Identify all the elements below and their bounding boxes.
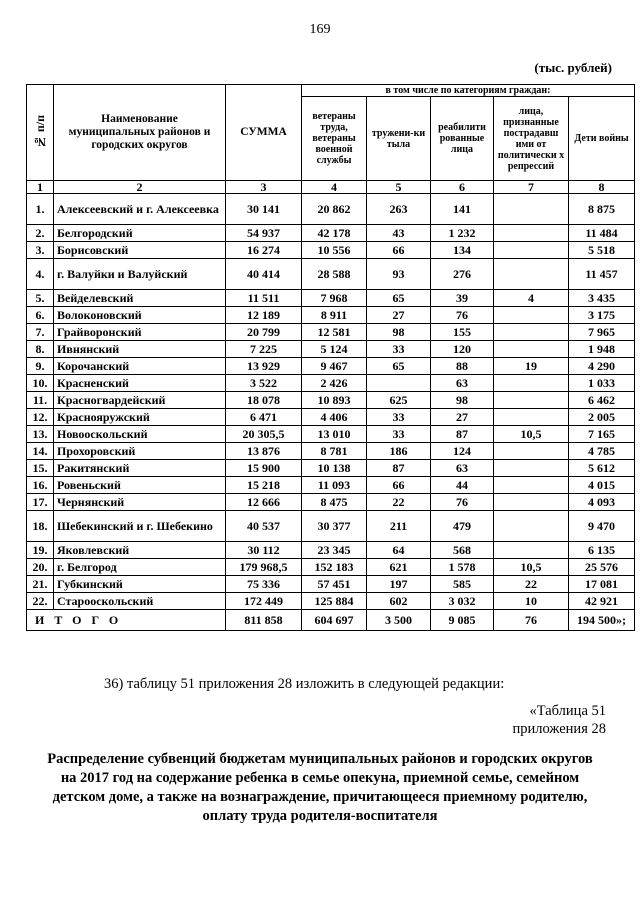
row-repressed <box>494 242 569 259</box>
row-war-children: 11 484 <box>569 225 635 242</box>
row-home-front: 625 <box>367 392 431 409</box>
row-veterans: 12 581 <box>302 324 367 341</box>
row-rehabilitated: 44 <box>431 477 494 494</box>
row-name: Губкинский <box>54 576 226 593</box>
row-veterans: 9 467 <box>302 358 367 375</box>
row-home-front: 263 <box>367 194 431 225</box>
row-sum: 3 522 <box>226 375 302 392</box>
total-war-children: 194 500»; <box>569 610 635 631</box>
row-sum: 75 336 <box>226 576 302 593</box>
row-sum: 12 666 <box>226 494 302 511</box>
row-veterans: 10 138 <box>302 460 367 477</box>
row-sum: 54 937 <box>226 225 302 242</box>
row-sum: 18 078 <box>226 392 302 409</box>
header-war-children: Дети войны <box>569 97 635 181</box>
row-home-front: 27 <box>367 307 431 324</box>
row-veterans: 30 377 <box>302 511 367 542</box>
row-rehabilitated: 39 <box>431 290 494 307</box>
row-rehabilitated: 141 <box>431 194 494 225</box>
row-number: 12. <box>27 409 54 426</box>
col-number: 5 <box>367 181 431 194</box>
row-repressed <box>494 392 569 409</box>
row-war-children: 8 875 <box>569 194 635 225</box>
row-war-children: 4 093 <box>569 494 635 511</box>
row-veterans: 13 010 <box>302 426 367 443</box>
row-home-front <box>367 375 431 392</box>
row-number: 18. <box>27 511 54 542</box>
row-home-front: 93 <box>367 259 431 290</box>
table-row <box>27 194 635 225</box>
row-home-front: 87 <box>367 460 431 477</box>
row-number: 4. <box>27 259 54 290</box>
row-name: г. Валуйки и Валуйский <box>54 259 226 290</box>
row-sum: 40 414 <box>226 259 302 290</box>
row-war-children: 9 470 <box>569 511 635 542</box>
row-repressed <box>494 460 569 477</box>
table-row <box>27 375 635 392</box>
row-name: Алексеевский и г. Алексеевка <box>54 194 226 225</box>
row-home-front: 186 <box>367 443 431 460</box>
row-war-children: 1 033 <box>569 375 635 392</box>
row-name: Прохоровский <box>54 443 226 460</box>
row-number: 14. <box>27 443 54 460</box>
table-row <box>27 542 635 559</box>
row-name: г. Белгород <box>54 559 226 576</box>
row-home-front: 33 <box>367 341 431 358</box>
row-repressed <box>494 225 569 242</box>
col-number: 3 <box>226 181 302 194</box>
row-repressed <box>494 375 569 392</box>
table-row <box>27 443 635 460</box>
row-number: 7. <box>27 324 54 341</box>
row-name: Яковлевский <box>54 542 226 559</box>
row-home-front: 197 <box>367 576 431 593</box>
row-rehabilitated: 120 <box>431 341 494 358</box>
row-repressed <box>494 341 569 358</box>
amendment-paragraph: 36) таблицу 51 приложения 28 изложить в следующей редакции: <box>104 676 505 692</box>
row-veterans: 10 556 <box>302 242 367 259</box>
row-repressed: 10,5 <box>494 426 569 443</box>
total-home-front: 3 500 <box>367 610 431 631</box>
row-veterans: 8 781 <box>302 443 367 460</box>
row-home-front: 66 <box>367 242 431 259</box>
header-repressed: лица, признанные пострадавш ими от политически х репрессий <box>494 97 569 181</box>
row-number: 3. <box>27 242 54 259</box>
row-veterans: 23 345 <box>302 542 367 559</box>
row-war-children: 4 015 <box>569 477 635 494</box>
total-veterans: 604 697 <box>302 610 367 631</box>
row-war-children: 11 457 <box>569 259 635 290</box>
row-war-children: 42 921 <box>569 593 635 610</box>
row-rehabilitated: 155 <box>431 324 494 341</box>
row-sum: 12 189 <box>226 307 302 324</box>
table-row <box>27 307 635 324</box>
row-rehabilitated: 63 <box>431 460 494 477</box>
units-label: (тыс. рублей) <box>534 60 612 75</box>
col-number: 8 <box>569 181 635 194</box>
row-veterans: 8 911 <box>302 307 367 324</box>
row-number: 21. <box>27 576 54 593</box>
table-row <box>27 477 635 494</box>
row-war-children: 17 081 <box>569 576 635 593</box>
row-veterans: 20 862 <box>302 194 367 225</box>
row-home-front: 65 <box>367 358 431 375</box>
row-veterans: 57 451 <box>302 576 367 593</box>
row-rehabilitated: 479 <box>431 511 494 542</box>
row-rehabilitated: 87 <box>431 426 494 443</box>
row-number: 10. <box>27 375 54 392</box>
row-rehabilitated: 276 <box>431 259 494 290</box>
row-repressed <box>494 307 569 324</box>
table-row <box>27 460 635 477</box>
row-sum: 40 537 <box>226 511 302 542</box>
table-row <box>27 426 635 443</box>
row-war-children: 3 435 <box>569 290 635 307</box>
row-rehabilitated: 1 232 <box>431 225 494 242</box>
total-repressed: 76 <box>494 610 569 631</box>
row-war-children: 7 165 <box>569 426 635 443</box>
row-number: 15. <box>27 460 54 477</box>
row-rehabilitated: 76 <box>431 494 494 511</box>
row-name: Чернянский <box>54 494 226 511</box>
row-veterans: 2 426 <box>302 375 367 392</box>
row-repressed: 4 <box>494 290 569 307</box>
row-repressed <box>494 409 569 426</box>
reference-line-2: приложения 28 <box>512 721 606 737</box>
row-sum: 30 141 <box>226 194 302 225</box>
row-number: 1. <box>27 194 54 225</box>
row-number: 13. <box>27 426 54 443</box>
row-rehabilitated: 63 <box>431 375 494 392</box>
row-repressed <box>494 477 569 494</box>
header-name: Наименование муниципальных районов и городских округов <box>54 85 226 181</box>
row-war-children: 7 965 <box>569 324 635 341</box>
row-home-front: 33 <box>367 409 431 426</box>
row-name: Ракитянский <box>54 460 226 477</box>
table-row <box>27 392 635 409</box>
row-name: Грайворонский <box>54 324 226 341</box>
row-rehabilitated: 27 <box>431 409 494 426</box>
header-group: в том числе по категориям граждан: <box>302 85 635 97</box>
row-name: Краснояружский <box>54 409 226 426</box>
reference-line-1: «Таблица 51 <box>529 703 606 719</box>
row-war-children: 5 518 <box>569 242 635 259</box>
col-number: 1 <box>27 181 54 194</box>
row-name: Красненский <box>54 375 226 392</box>
col-number: 2 <box>54 181 226 194</box>
row-war-children: 1 948 <box>569 341 635 358</box>
row-sum: 172 449 <box>226 593 302 610</box>
row-rehabilitated: 568 <box>431 542 494 559</box>
col-number: 6 <box>431 181 494 194</box>
row-repressed <box>494 443 569 460</box>
row-name: Ровеньский <box>54 477 226 494</box>
row-number: 17. <box>27 494 54 511</box>
header-sum: СУММА <box>226 85 302 181</box>
row-sum: 16 274 <box>226 242 302 259</box>
row-name: Шебекинский и г. Шебекино <box>54 511 226 542</box>
row-war-children: 5 612 <box>569 460 635 477</box>
row-war-children: 6 135 <box>569 542 635 559</box>
row-rehabilitated: 88 <box>431 358 494 375</box>
row-rehabilitated: 124 <box>431 443 494 460</box>
row-war-children: 3 175 <box>569 307 635 324</box>
row-rehabilitated: 585 <box>431 576 494 593</box>
table-row <box>27 324 635 341</box>
table-row <box>27 358 635 375</box>
table-row <box>27 494 635 511</box>
col-number: 4 <box>302 181 367 194</box>
total-label: ИТОГО <box>27 610 226 631</box>
row-name: Ивнянский <box>54 341 226 358</box>
row-war-children: 2 005 <box>569 409 635 426</box>
row-sum: 11 511 <box>226 290 302 307</box>
row-name: Борисовский <box>54 242 226 259</box>
row-veterans: 8 475 <box>302 494 367 511</box>
subsidy-table <box>26 84 635 631</box>
row-rehabilitated: 98 <box>431 392 494 409</box>
row-sum: 15 218 <box>226 477 302 494</box>
row-home-front: 33 <box>367 426 431 443</box>
row-war-children: 4 290 <box>569 358 635 375</box>
row-veterans: 4 406 <box>302 409 367 426</box>
table-row <box>27 559 635 576</box>
row-number: 11. <box>27 392 54 409</box>
table-row <box>27 511 635 542</box>
row-repressed: 22 <box>494 576 569 593</box>
row-number: 19. <box>27 542 54 559</box>
row-repressed <box>494 494 569 511</box>
row-home-front: 66 <box>367 477 431 494</box>
row-rehabilitated: 1 578 <box>431 559 494 576</box>
row-repressed <box>494 259 569 290</box>
row-rehabilitated: 76 <box>431 307 494 324</box>
row-home-front: 65 <box>367 290 431 307</box>
row-repressed <box>494 324 569 341</box>
section-title: Распределение субвенций бюджетам муниципальных районов и городских округов на 2017 год на содержание ребенка в семье опекуна, приемной семье, семейном детском доме, а также на вознаграждение, причитающееся приемному родителю, оплату труда родителя-воспитателя <box>47 751 593 824</box>
total-sum: 811 858 <box>226 610 302 631</box>
row-repressed: 19 <box>494 358 569 375</box>
row-veterans: 11 093 <box>302 477 367 494</box>
row-number: 8. <box>27 341 54 358</box>
row-repressed <box>494 511 569 542</box>
row-repressed: 10,5 <box>494 559 569 576</box>
row-veterans: 28 588 <box>302 259 367 290</box>
table-row <box>27 259 635 290</box>
row-home-front: 22 <box>367 494 431 511</box>
row-rehabilitated: 3 032 <box>431 593 494 610</box>
row-name: Волоконовский <box>54 307 226 324</box>
header-rehabilitated: реабилити рованные лица <box>431 97 494 181</box>
row-name: Корочанский <box>54 358 226 375</box>
total-rehabilitated: 9 085 <box>431 610 494 631</box>
row-repressed: 10 <box>494 593 569 610</box>
table-row <box>27 290 635 307</box>
table-row <box>27 225 635 242</box>
row-repressed <box>494 542 569 559</box>
table-row <box>27 593 635 610</box>
column-numbers-row <box>27 181 635 194</box>
table-row <box>27 341 635 358</box>
row-number: 16. <box>27 477 54 494</box>
row-rehabilitated: 134 <box>431 242 494 259</box>
row-repressed <box>494 194 569 225</box>
total-row <box>27 610 635 631</box>
row-war-children: 6 462 <box>569 392 635 409</box>
header-home-front: тружени-ки тыла <box>367 97 431 181</box>
row-name: Белгородский <box>54 225 226 242</box>
header-num: № п/п <box>27 85 54 181</box>
row-sum: 13 929 <box>226 358 302 375</box>
row-number: 20. <box>27 559 54 576</box>
table-reference <box>513 702 606 738</box>
row-number: 9. <box>27 358 54 375</box>
row-veterans: 42 178 <box>302 225 367 242</box>
row-home-front: 43 <box>367 225 431 242</box>
row-veterans: 5 124 <box>302 341 367 358</box>
row-sum: 15 900 <box>226 460 302 477</box>
row-sum: 13 876 <box>226 443 302 460</box>
row-home-front: 98 <box>367 324 431 341</box>
row-home-front: 64 <box>367 542 431 559</box>
row-number: 5. <box>27 290 54 307</box>
row-veterans: 10 893 <box>302 392 367 409</box>
row-sum: 20 305,5 <box>226 426 302 443</box>
table-row <box>27 242 635 259</box>
row-home-front: 621 <box>367 559 431 576</box>
row-number: 2. <box>27 225 54 242</box>
row-name: Новооскольский <box>54 426 226 443</box>
row-sum: 20 799 <box>226 324 302 341</box>
row-veterans: 152 183 <box>302 559 367 576</box>
header-veterans: ветераны труда, ветераны военной службы <box>302 97 367 181</box>
row-number: 6. <box>27 307 54 324</box>
row-sum: 30 112 <box>226 542 302 559</box>
row-veterans: 125 884 <box>302 593 367 610</box>
row-name: Вейделевский <box>54 290 226 307</box>
row-sum: 179 968,5 <box>226 559 302 576</box>
row-home-front: 602 <box>367 593 431 610</box>
row-name: Старооскольский <box>54 593 226 610</box>
table-row <box>27 409 635 426</box>
row-veterans: 7 968 <box>302 290 367 307</box>
row-sum: 7 225 <box>226 341 302 358</box>
row-name: Красногвардейский <box>54 392 226 409</box>
row-war-children: 4 785 <box>569 443 635 460</box>
row-sum: 6 471 <box>226 409 302 426</box>
row-home-front: 211 <box>367 511 431 542</box>
table-row <box>27 576 635 593</box>
row-war-children: 25 576 <box>569 559 635 576</box>
row-number: 22. <box>27 593 54 610</box>
page-number: 169 <box>309 22 331 37</box>
col-number: 7 <box>494 181 569 194</box>
